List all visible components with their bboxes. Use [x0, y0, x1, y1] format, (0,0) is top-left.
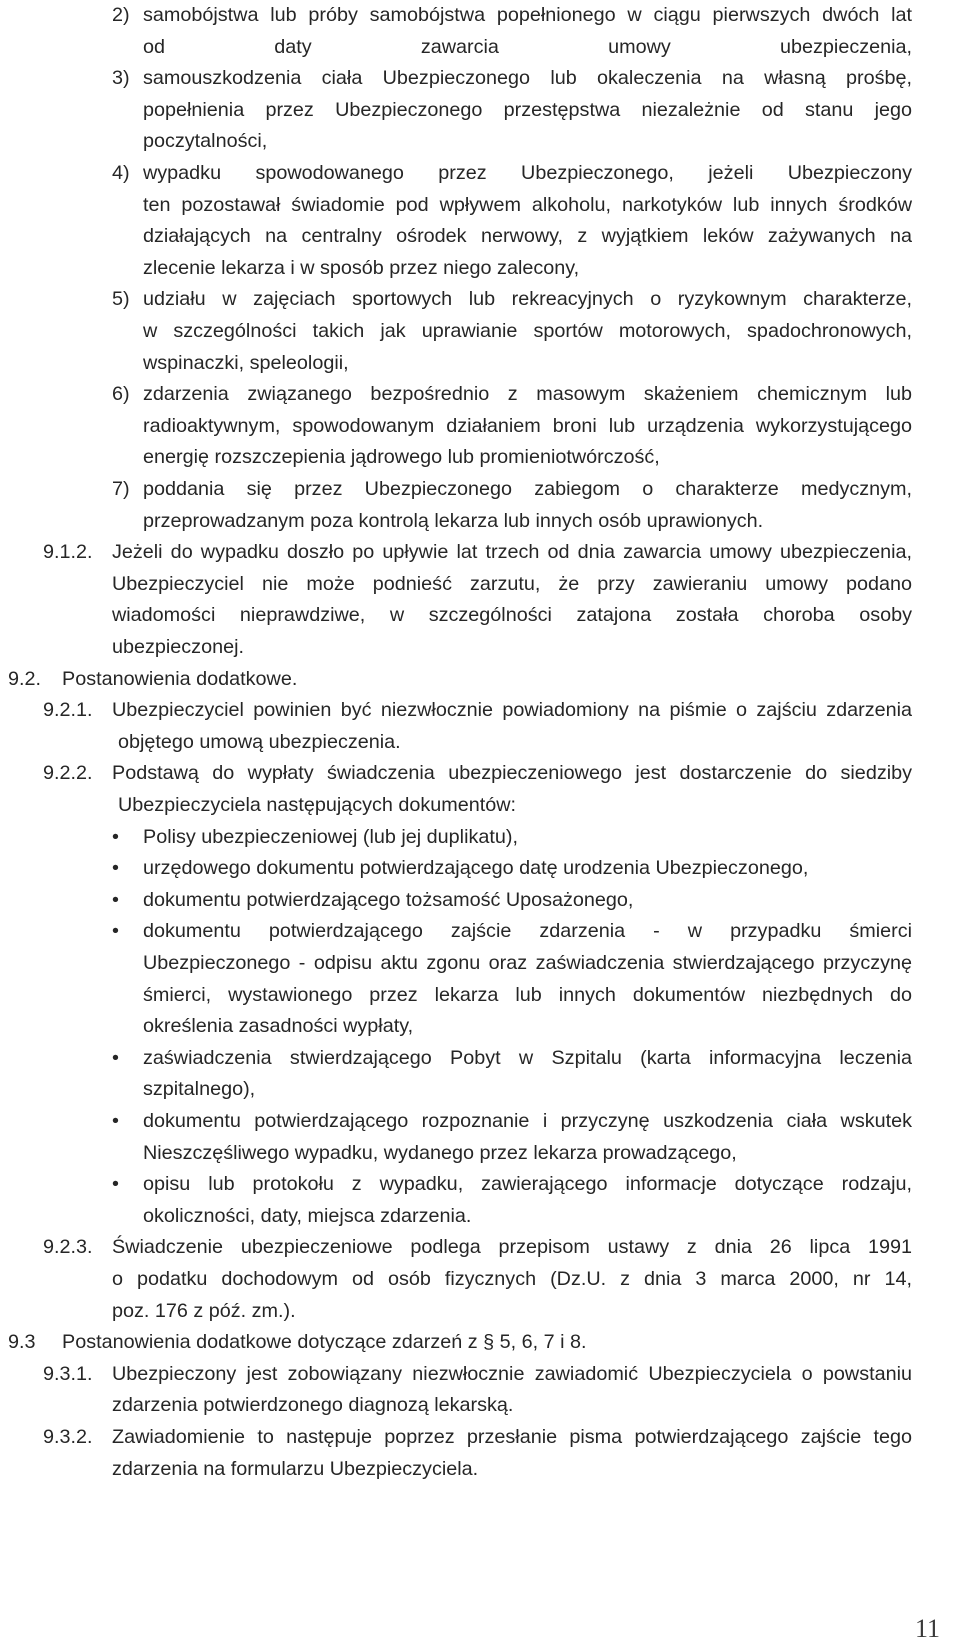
- text-line: zaświadczenia stwierdzającego Pobyt w Szpitalu (karta informacyjna leczenia: [143, 1046, 912, 1069]
- text-line: od daty zawarcia umowy ubezpieczenia,: [143, 35, 912, 58]
- item-number: 4): [112, 162, 130, 184]
- bullet-marker: •: [112, 825, 119, 848]
- item-number: 9.2.2.: [43, 762, 93, 785]
- text-line: Zawiadomienie to następuje poprzez przesłanie pisma potwierdzającego zajście tego: [112, 1426, 912, 1448]
- text-line: Ubezpieczyciel nie może podnieść zarzutu, że przy zawieraniu umowy podano: [112, 572, 912, 595]
- text-line: samobójstwa lub próby samobójstwa popełnionego w ciągu pierwszych dwóch lat: [143, 4, 912, 26]
- text-line: Podstawą do wypłaty świadczenia ubezpieczeniowego jest dostarczenie do siedziby: [112, 762, 912, 785]
- bullet-marker: •: [112, 1046, 119, 1069]
- text-line: Ubezpieczyciel powinien być niezwłocznie powiadomiony na piśmie o zajściu zdarzenia: [112, 699, 912, 722]
- item-number: 6): [112, 383, 130, 406]
- text-line: śmierci, wystawionego przez lekarza lub innych dokumentów niezbędnych do: [143, 983, 912, 1006]
- bullet-marker: •: [112, 888, 119, 911]
- text-line: Ubezpieczyciela następujących dokumentów:: [118, 794, 517, 816]
- text-line: popełnienia przez Ubezpieczonego przestępstwa niezależnie od stanu jego: [143, 98, 912, 121]
- item-number: 7): [112, 478, 130, 500]
- text-line: opisu lub protokołu z wypadku, zawierającego informacje dotyczące rodzaju,: [143, 1173, 912, 1196]
- item-number: 9.2.1.: [43, 699, 93, 722]
- text-line: zdarzenia na formularzu Ubezpieczyciela.: [112, 1457, 479, 1480]
- item-number: 9.2.: [8, 667, 41, 690]
- text-line: poczytalności,: [143, 130, 268, 153]
- text-line: objętego umową ubezpieczenia.: [118, 730, 401, 753]
- text-line: radioaktywnym, spowodowanym działaniem broni lub urządzenia wykorzystującego: [143, 414, 912, 437]
- text-line: urzędowego dokumentu potwierdzającego datę urodzenia Ubezpieczonego,: [143, 857, 809, 880]
- text-line: o podatku dochodowym od osób fizycznych (Dz.U. z dnia 3 marca 2000, nr 14,: [112, 1268, 912, 1290]
- item-number: 9.3.1.: [43, 1362, 93, 1385]
- item-number: 5): [112, 288, 130, 311]
- text-line: wiadomości nieprawdziwe, w szczególności zatajona została choroba osoby: [112, 604, 912, 627]
- bullet-marker: •: [112, 1110, 119, 1132]
- text-line: Polisy ubezpieczeniowej (lub jej duplikatu),: [143, 825, 518, 848]
- text-line: wypadku spowodowanego przez Ubezpieczonego, jeżeli Ubezpieczony: [143, 162, 912, 184]
- text-line: Postanowienia dodatkowe dotyczące zdarzeń z § 5, 6, 7 i 8.: [62, 1331, 587, 1354]
- text-line: Postanowienia dodatkowe.: [62, 667, 298, 690]
- text-line: przeprowadzanym poza kontrolą lekarza lub innych osób uprawionych.: [143, 509, 764, 532]
- text-line: wspinaczki, speleologii,: [143, 351, 349, 374]
- text-line: ten pozostawał świadomie pod wpływem alkoholu, narkotyków lub innych środków: [143, 193, 912, 216]
- item-number: 9.3.2.: [43, 1426, 93, 1448]
- bullet-marker: •: [112, 920, 119, 943]
- text-line: okoliczności, daty, miejsca zdarzenia.: [143, 1204, 472, 1227]
- item-number: 9.3: [8, 1331, 36, 1354]
- text-line: poddania się przez Ubezpieczonego zabiegom o charakterze medycznym,: [143, 478, 912, 500]
- text-line: ubezpieczonej.: [112, 636, 244, 658]
- text-line: dokumentu potwierdzającego rozpoznanie i przyczynę uszkodzenia ciała wskutek: [143, 1110, 912, 1132]
- item-number: 3): [112, 67, 130, 90]
- item-number: 9.1.2.: [43, 541, 93, 564]
- text-line: Świadczenie ubezpieczeniowe podlega przepisom ustawy z dnia 26 lipca 1991: [112, 1236, 912, 1259]
- item-number: 9.2.3.: [43, 1236, 93, 1259]
- text-line: określenia zasadności wypłaty,: [143, 1015, 414, 1038]
- bullet-marker: •: [112, 857, 119, 880]
- text-line: energię rozszczepienia jądrowego lub promieniotwórczość,: [143, 446, 660, 469]
- text-line: Ubezpieczony jest zobowiązany niezwłocznie zawiadomić Ubezpieczyciela o powstaniu: [112, 1362, 912, 1385]
- text-line: dokumentu potwierdzającego zajście zdarzenia - w przypadku śmierci: [143, 920, 912, 943]
- text-line: działających na centralny ośrodek nerwowy, z wyjątkiem leków zażywanych na: [143, 225, 912, 248]
- text-line: poz. 176 z póź. zm.).: [112, 1299, 296, 1322]
- text-line: Jeżeli do wypadku doszło po upływie lat trzech od dnia zawarcia umowy ubezpieczenia,: [112, 541, 912, 564]
- text-line: zdarzenia związanego bezpośrednio z masowym skażeniem chemicznym lub: [143, 383, 912, 406]
- page-number: 11: [914, 1614, 940, 1643]
- text-line: udziału w zajęciach sportowych lub rekreacyjnych o ryzykownym charakterze,: [143, 288, 912, 311]
- text-line: samouszkodzenia ciała Ubezpieczonego lub okaleczenia na własną prośbę,: [143, 67, 912, 90]
- text-line: zdarzenia potwierdzonego diagnozą lekarską.: [112, 1394, 514, 1417]
- text-line: Ubezpieczonego - odpisu aktu zgonu oraz zaświadczenia stwierdzającego przyczynę: [143, 952, 912, 974]
- text-line: zlecenie lekarza i w sposób przez niego zalecony,: [143, 256, 580, 279]
- text-line: dokumentu potwierdzającego tożsamość Uposażonego,: [143, 888, 634, 911]
- text-line: w szczególności takich jak uprawianie sportów motorowych, spadochronowych,: [143, 320, 912, 342]
- text-line: szpitalnego),: [143, 1078, 256, 1101]
- item-number: 2): [112, 4, 130, 26]
- text-line: Nieszczęśliwego wypadku, wydanego przez lekarza prowadzącego,: [143, 1141, 737, 1164]
- bullet-marker: •: [112, 1173, 119, 1196]
